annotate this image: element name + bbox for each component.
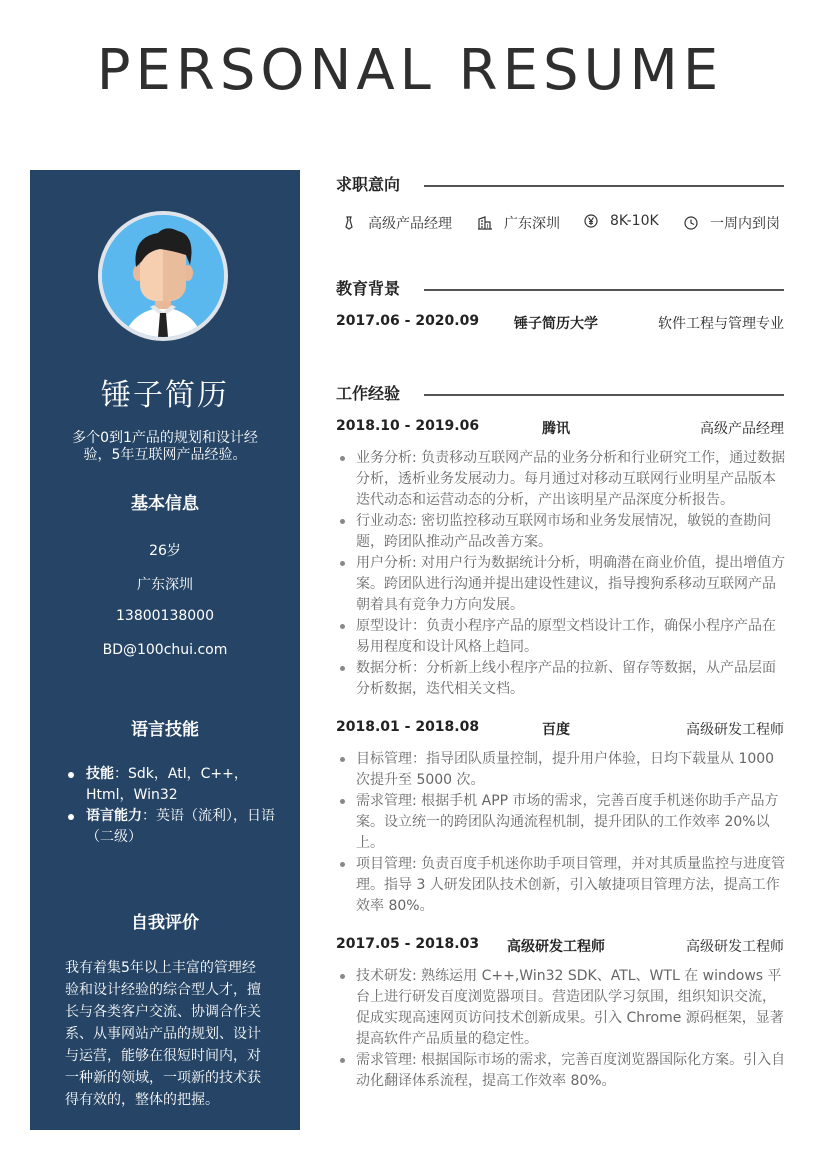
candidate-intro: 多个0到1产品的规划和设计经验，5年互联网产品经验。 [72,430,258,463]
intent-arrival-text: 一周内到岗 [710,216,780,232]
sidebar [30,170,300,1130]
job-company: 高级研发工程师 [507,939,605,955]
phone-text: 13800138000 [116,608,214,624]
section-title: 求职意向 [336,175,401,194]
avatar [98,211,228,341]
section-divider [424,289,784,291]
list-item [68,806,278,848]
section-divider [424,394,784,396]
job-role: 高级研发工程师 [686,939,784,955]
job-intent-section-header [336,175,784,195]
work-section-header [336,384,784,404]
resume-title: PERSONAL RESUME [96,38,724,103]
job-entry-header [336,418,784,438]
list-item: 目标管理：指导团队质量控制，提升用户体验，日均下载量从 1000 次提升至 5000 次。 [336,749,788,791]
section-title: 工作经验 [336,384,401,403]
list-item: 技术研发: 熟练运用 C++,Win32 SDK、ATL、WTL 在 windows 平台上进行研发百度浏览器项目。营造团队学习氛围，组织知识交流，促成实现高速网页访问技术创新成果。引入 Chrome 源码框架，显著提高软件产品质量的稳定性。 [336,966,788,1050]
building-icon [478,216,492,230]
list-item: 原型设计：负责小程序产品的原型文档设计工作，确保小程序产品在易用程度和设计风格上趋同。 [336,616,788,658]
list-item: 项目管理: 负责百度手机迷你助手项目管理，并对其质量监控与进度管理。指导 3 人研发团队技术创新，引入敏捷项目管理方法，提高工作效率 80%。 [336,854,788,917]
avatar-illustration [102,215,224,337]
language-skills-heading: 语言技能 [131,720,199,740]
job-period: 2018.10 - 2019.06 [336,418,480,434]
section-title: 教育背景 [336,279,401,298]
list-item: 用户分析: 对用户行为数据统计分析，明确潜在商业价值，提出增值方案。跨团队进行沟通并提出建设性建议，指导搜狗系移动互联网产品朝着具有竞争力方向发展。 [336,553,788,616]
self-evaluation-text: 我有着集5年以上丰富的管理经验和设计经验的综合型人才，擅长与各类客户交流、协调合作关系、从事网站产品的规划、设计与运营，能够在很短时间内，对一种新的领域，一项新的技术获得有效的，整体的把握。 [65,960,261,1108]
education-major: 软件工程与管理专业 [658,316,784,332]
skill-value: ：Sdk，Atl，C++，Html，Win32 [86,766,248,803]
clock-icon [684,216,698,230]
job-period: 2017.05 - 2018.03 [336,936,480,952]
education-school: 锤子简历大学 [514,316,598,332]
education-period: 2017.06 - 2020.09 [336,313,480,329]
skill-label: 技能 [86,766,114,782]
job-duties-list [336,966,788,1092]
job-period: 2018.01 - 2018.08 [336,719,480,735]
job-role: 高级产品经理 [700,421,784,437]
section-divider [424,185,784,187]
job-duties-list [336,749,788,917]
yen-icon [584,214,598,228]
skill-value: ：英语（流利），日语（二级） [86,808,275,845]
intent-city [478,213,560,233]
education-section-header [336,279,784,299]
tie-icon [342,216,356,230]
basic-info-heading: 基本信息 [131,494,199,514]
education-entry [336,313,784,333]
job-role: 高级研发工程师 [686,722,784,738]
list-item [68,764,278,806]
candidate-name: 锤子简历 [101,378,229,413]
job-entry-header [336,719,784,739]
age-text: 26岁 [149,543,181,559]
job-company: 腾讯 [542,421,570,437]
intent-arrival [684,213,780,233]
email-text: BD@100chui.com [102,642,228,658]
intent-city-text: 广东深圳 [504,216,560,232]
list-item: 业务分析: 负责移动互联网产品的业务分析和行业研究工作，通过数据分析，透析业务发展动力。每月通过对移动互联网行业明星产品版本迭代动态和运营动态的分析，产出该明星产品深度分析报告。 [336,448,788,511]
list-item: 数据分析：分析新上线小程序产品的拉新、留存等数据，从产品层面分析数据，迭代相关文档。 [336,658,788,700]
skills-list [68,764,278,848]
intent-position-text: 高级产品经理 [368,216,452,232]
list-item: 需求管理: 根据手机 APP 市场的需求，完善百度手机迷你助手产品方案。设立统一的跨团队沟通流程机制，提升团队的工作效率 20%以上。 [336,791,788,854]
intent-position [342,213,452,233]
self-evaluation-heading: 自我评价 [131,913,199,933]
intent-salary-text: 8K-10K [610,213,659,229]
list-item: 行业动态: 密切监控移动互联网市场和业务发展情况，敏锐的查勘问题，跨团队推动产品改善方案。 [336,511,788,553]
location-text: 广东深圳 [137,577,193,593]
job-company: 百度 [542,722,570,738]
job-intent-row [336,213,796,235]
job-entry-header [336,936,784,956]
skill-label: 语言能力 [86,808,142,824]
job-duties-list [336,448,788,700]
intent-salary [584,213,659,229]
list-item: 需求管理: 根据国际市场的需求，完善百度浏览器国际化方案。引入自动化翻译体系流程，提高工作效率 80%。 [336,1050,788,1092]
